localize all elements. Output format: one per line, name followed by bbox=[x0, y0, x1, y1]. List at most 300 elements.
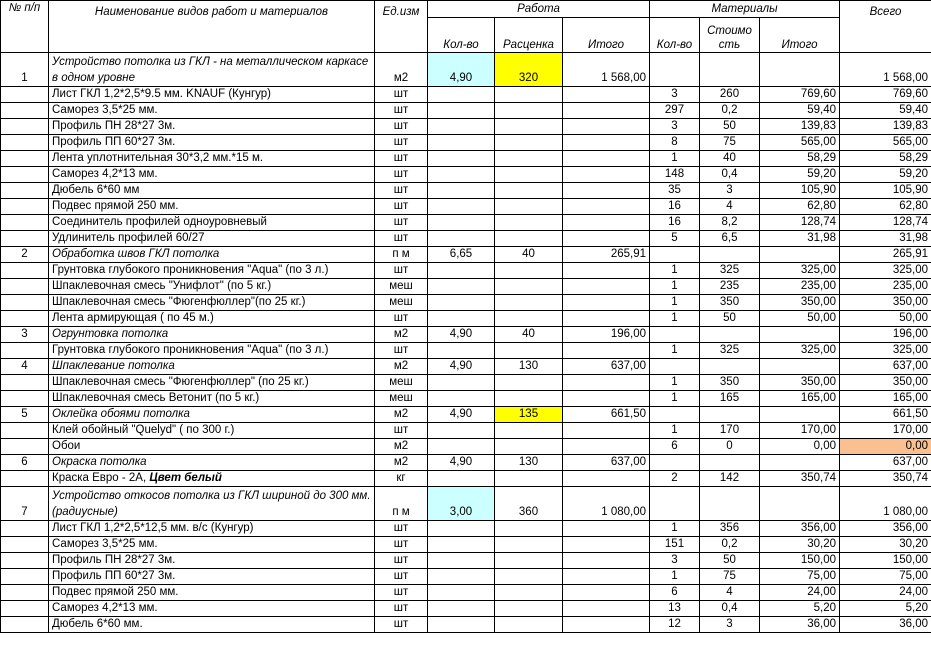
row-work-qty bbox=[428, 423, 495, 439]
row-mat-qty: 3 bbox=[650, 553, 700, 569]
row-work-sum bbox=[563, 215, 650, 231]
row-work-sum bbox=[563, 199, 650, 215]
row-name bbox=[49, 407, 375, 423]
row-total: 196,00 bbox=[840, 327, 931, 343]
row-name bbox=[49, 215, 375, 231]
row-num bbox=[1, 311, 49, 327]
row-unit: шт bbox=[375, 521, 428, 537]
row-mat-sum bbox=[760, 407, 840, 423]
row-total: 637,00 bbox=[840, 359, 931, 375]
material-row bbox=[1, 423, 931, 439]
row-num bbox=[1, 585, 49, 601]
row-work-rate: 40 bbox=[495, 327, 563, 343]
row-name bbox=[49, 119, 375, 135]
row-unit: м2 bbox=[375, 359, 428, 375]
row-name-text: Шпаклевочная смесь Ветонит (по 5 кг.) bbox=[52, 392, 260, 404]
row-work-qty bbox=[428, 521, 495, 537]
row-unit: шт bbox=[375, 231, 428, 247]
row-mat-sum: 235,00 bbox=[760, 279, 840, 295]
row-work-rate bbox=[495, 617, 563, 633]
row-work-sum bbox=[563, 279, 650, 295]
row-work-rate bbox=[495, 87, 563, 103]
row-name-text: Удлинитель профилей 60/27 bbox=[52, 232, 205, 244]
row-unit: шт bbox=[375, 537, 428, 553]
row-unit: шт bbox=[375, 135, 428, 151]
row-total: 139,83 bbox=[840, 119, 931, 135]
row-mat-qty: 3 bbox=[650, 87, 700, 103]
row-name-text: Профиль ПН 28*27 3м. bbox=[52, 120, 176, 132]
row-work-qty bbox=[428, 135, 495, 151]
row-unit: м2 bbox=[375, 327, 428, 343]
row-mat-cost: 350 bbox=[700, 375, 760, 391]
row-mat-sum: 30,20 bbox=[760, 537, 840, 553]
row-name-text: Шпаклевочная смесь "Унифлот" (по 5 кг.) bbox=[52, 280, 272, 292]
row-unit: шт bbox=[375, 215, 428, 231]
row-work-sum: 1 568,00 bbox=[563, 53, 650, 87]
row-work-qty bbox=[428, 617, 495, 633]
row-name bbox=[49, 167, 375, 183]
row-work-rate bbox=[495, 439, 563, 455]
row-work-sum bbox=[563, 537, 650, 553]
row-work-rate bbox=[495, 167, 563, 183]
row-name-text: Обои bbox=[52, 440, 81, 452]
row-work-qty: 3,00 bbox=[428, 487, 495, 521]
row-mat-sum: 350,74 bbox=[760, 471, 840, 487]
row-num: 4 bbox=[1, 359, 49, 375]
row-name-bold: Цвет белый bbox=[149, 472, 222, 484]
work-row bbox=[1, 327, 931, 343]
row-work-qty bbox=[428, 199, 495, 215]
material-row bbox=[1, 103, 931, 119]
row-mat-cost: 325 bbox=[700, 343, 760, 359]
row-unit: шт bbox=[375, 601, 428, 617]
row-work-rate: 320 bbox=[495, 53, 563, 87]
row-work-rate: 135 bbox=[495, 407, 563, 423]
row-unit: шт bbox=[375, 263, 428, 279]
row-unit: м2 bbox=[375, 407, 428, 423]
row-total: 24,00 bbox=[840, 585, 931, 601]
row-num: 1 bbox=[1, 53, 49, 87]
row-mat-sum: 50,00 bbox=[760, 311, 840, 327]
row-work-qty bbox=[428, 151, 495, 167]
row-total: 0,00 bbox=[840, 439, 931, 455]
row-mat-qty: 1 bbox=[650, 263, 700, 279]
row-name-text: Саморез 3,5*25 мм. bbox=[52, 538, 158, 550]
work-row bbox=[1, 455, 931, 471]
row-work-qty bbox=[428, 103, 495, 119]
row-name-text: Саморез 4,2*13 мм. bbox=[52, 168, 158, 180]
row-mat-qty: 35 bbox=[650, 183, 700, 199]
row-name bbox=[49, 601, 375, 617]
row-mat-sum: 139,83 bbox=[760, 119, 840, 135]
row-mat-cost bbox=[700, 247, 760, 263]
row-work-rate: 40 bbox=[495, 247, 563, 263]
row-total: 235,00 bbox=[840, 279, 931, 295]
row-name-text: Шпаклевочная смесь "Фюгенфюллер" (по 25 кг.) bbox=[52, 376, 309, 388]
row-num bbox=[1, 617, 49, 633]
header-work-sum: Итого bbox=[563, 18, 650, 53]
row-work-rate bbox=[495, 183, 563, 199]
row-name bbox=[49, 439, 375, 455]
row-unit: п м bbox=[375, 487, 428, 521]
row-mat-qty: 12 bbox=[650, 617, 700, 633]
row-work-sum bbox=[563, 375, 650, 391]
row-num bbox=[1, 471, 49, 487]
row-mat-qty: 1 bbox=[650, 311, 700, 327]
row-work-rate: 130 bbox=[495, 359, 563, 375]
row-name bbox=[49, 135, 375, 151]
row-mat-sum: 356,00 bbox=[760, 521, 840, 537]
row-work-sum bbox=[563, 343, 650, 359]
row-num bbox=[1, 119, 49, 135]
row-work-qty bbox=[428, 553, 495, 569]
material-row bbox=[1, 601, 931, 617]
row-mat-cost: 3 bbox=[700, 183, 760, 199]
row-name-text: Шпаклевание потолка bbox=[52, 360, 175, 372]
row-total: 75,00 bbox=[840, 569, 931, 585]
row-mat-cost: 170 bbox=[700, 423, 760, 439]
row-name-text: Устройство потолка из ГКЛ - на металлическом каркасе в одном уровне bbox=[52, 56, 369, 84]
row-name bbox=[49, 569, 375, 585]
table-body bbox=[1, 53, 931, 633]
row-name bbox=[49, 183, 375, 199]
row-work-sum: 637,00 bbox=[563, 455, 650, 471]
row-work-sum bbox=[563, 521, 650, 537]
row-unit: кг bbox=[375, 471, 428, 487]
row-unit: шт bbox=[375, 569, 428, 585]
row-mat-sum bbox=[760, 327, 840, 343]
row-num bbox=[1, 569, 49, 585]
material-row bbox=[1, 263, 931, 279]
row-num: 6 bbox=[1, 455, 49, 471]
row-mat-qty: 1 bbox=[650, 343, 700, 359]
row-name-text: Профиль ПН 28*27 3м. bbox=[52, 554, 176, 566]
row-num bbox=[1, 135, 49, 151]
row-total: 150,00 bbox=[840, 553, 931, 569]
row-mat-sum: 150,00 bbox=[760, 553, 840, 569]
row-work-sum: 196,00 bbox=[563, 327, 650, 343]
row-name bbox=[49, 231, 375, 247]
row-name-text: Подвес прямой 250 мм. bbox=[52, 586, 179, 598]
row-work-sum bbox=[563, 553, 650, 569]
row-mat-cost: 50 bbox=[700, 553, 760, 569]
material-row bbox=[1, 167, 931, 183]
row-name bbox=[49, 471, 375, 487]
material-row bbox=[1, 553, 931, 569]
row-name-text: Краска Евро - 2А, bbox=[52, 472, 150, 484]
material-row bbox=[1, 537, 931, 553]
row-mat-cost: 4 bbox=[700, 199, 760, 215]
row-work-rate: 360 bbox=[495, 487, 563, 521]
row-name-text: Окраска потолка bbox=[52, 456, 147, 468]
row-name-text: Оклейка обоями потолка bbox=[52, 408, 190, 420]
row-work-qty bbox=[428, 537, 495, 553]
row-num bbox=[1, 151, 49, 167]
material-row bbox=[1, 375, 931, 391]
row-total: 31,98 bbox=[840, 231, 931, 247]
row-work-qty bbox=[428, 263, 495, 279]
row-mat-qty: 16 bbox=[650, 199, 700, 215]
header-unit: Ед.изм bbox=[375, 1, 428, 53]
row-work-sum bbox=[563, 569, 650, 585]
row-name bbox=[49, 199, 375, 215]
row-total: 128,74 bbox=[840, 215, 931, 231]
row-mat-cost bbox=[700, 327, 760, 343]
row-name bbox=[49, 343, 375, 359]
row-mat-cost: 0,2 bbox=[700, 103, 760, 119]
row-unit: шт bbox=[375, 103, 428, 119]
row-work-sum bbox=[563, 439, 650, 455]
row-work-qty bbox=[428, 279, 495, 295]
row-num bbox=[1, 295, 49, 311]
row-mat-qty: 16 bbox=[650, 215, 700, 231]
row-work-sum bbox=[563, 471, 650, 487]
header-mat-sum: Итого bbox=[760, 18, 840, 53]
header-mat-cost-line1: Стоимо bbox=[707, 25, 752, 37]
work-row bbox=[1, 407, 931, 423]
row-mat-qty: 1 bbox=[650, 375, 700, 391]
row-mat-qty bbox=[650, 487, 700, 521]
header-work: Работа bbox=[428, 1, 650, 18]
row-name bbox=[49, 103, 375, 119]
row-work-qty: 4,90 bbox=[428, 359, 495, 375]
row-mat-cost: 8,2 bbox=[700, 215, 760, 231]
row-mat-cost: 75 bbox=[700, 569, 760, 585]
row-mat-cost: 0,4 bbox=[700, 601, 760, 617]
row-mat-qty: 297 bbox=[650, 103, 700, 119]
row-mat-qty bbox=[650, 53, 700, 87]
row-work-sum bbox=[563, 135, 650, 151]
row-mat-qty: 151 bbox=[650, 537, 700, 553]
row-mat-cost: 235 bbox=[700, 279, 760, 295]
row-total: 105,90 bbox=[840, 183, 931, 199]
header-mat-cost-line2: сть bbox=[718, 39, 741, 51]
row-work-qty bbox=[428, 343, 495, 359]
material-row bbox=[1, 439, 931, 455]
row-unit: м2 bbox=[375, 439, 428, 455]
row-name bbox=[49, 311, 375, 327]
row-work-sum: 661,50 bbox=[563, 407, 650, 423]
row-mat-qty: 1 bbox=[650, 569, 700, 585]
row-unit: шт bbox=[375, 585, 428, 601]
row-unit: меш bbox=[375, 279, 428, 295]
work-row bbox=[1, 53, 931, 87]
row-total: 265,91 bbox=[840, 247, 931, 263]
header-work-rate: Расценка bbox=[495, 18, 563, 53]
row-name-text: Устройство откосов потолка из ГКЛ шириной до 300 мм. (радиусные) bbox=[52, 490, 371, 518]
row-num bbox=[1, 375, 49, 391]
row-work-qty: 4,90 bbox=[428, 407, 495, 423]
row-work-qty bbox=[428, 183, 495, 199]
row-mat-sum: 59,20 bbox=[760, 167, 840, 183]
row-total: 5,20 bbox=[840, 601, 931, 617]
row-mat-cost bbox=[700, 455, 760, 471]
row-mat-sum: 165,00 bbox=[760, 391, 840, 407]
row-total: 350,00 bbox=[840, 295, 931, 311]
work-row bbox=[1, 359, 931, 375]
row-unit: шт bbox=[375, 167, 428, 183]
row-mat-qty bbox=[650, 359, 700, 375]
row-work-qty: 6,65 bbox=[428, 247, 495, 263]
row-mat-cost bbox=[700, 487, 760, 521]
row-name-text: Дюбель 6*60 мм bbox=[52, 184, 140, 196]
row-name bbox=[49, 247, 375, 263]
row-unit: шт bbox=[375, 87, 428, 103]
row-name-text: Лист ГКЛ 1,2*2,5*12,5 мм. в/с (Кунгур) bbox=[52, 522, 254, 534]
row-total: 165,00 bbox=[840, 391, 931, 407]
row-num: 7 bbox=[1, 487, 49, 521]
row-mat-cost: 4 bbox=[700, 585, 760, 601]
row-mat-sum: 325,00 bbox=[760, 263, 840, 279]
row-mat-cost: 325 bbox=[700, 263, 760, 279]
row-name-text: Клей обойный "Quelyd" ( по 300 г.) bbox=[52, 424, 235, 436]
row-mat-cost: 350 bbox=[700, 295, 760, 311]
row-mat-qty: 148 bbox=[650, 167, 700, 183]
work-row bbox=[1, 247, 931, 263]
row-num bbox=[1, 553, 49, 569]
row-work-qty bbox=[428, 585, 495, 601]
row-work-sum bbox=[563, 585, 650, 601]
row-work-rate bbox=[495, 343, 563, 359]
material-row bbox=[1, 391, 931, 407]
row-mat-qty bbox=[650, 327, 700, 343]
row-work-sum bbox=[563, 167, 650, 183]
row-mat-qty: 13 bbox=[650, 601, 700, 617]
row-mat-sum: 565,00 bbox=[760, 135, 840, 151]
row-mat-sum bbox=[760, 53, 840, 87]
row-mat-sum: 128,74 bbox=[760, 215, 840, 231]
row-work-sum bbox=[563, 311, 650, 327]
material-row bbox=[1, 135, 931, 151]
material-row bbox=[1, 343, 931, 359]
row-mat-sum: 350,00 bbox=[760, 295, 840, 311]
row-work-rate bbox=[495, 103, 563, 119]
material-row bbox=[1, 585, 931, 601]
row-total: 350,00 bbox=[840, 375, 931, 391]
row-work-rate bbox=[495, 601, 563, 617]
row-work-qty bbox=[428, 119, 495, 135]
row-total: 1 568,00 bbox=[840, 53, 931, 87]
row-work-sum bbox=[563, 119, 650, 135]
row-num bbox=[1, 279, 49, 295]
row-work-qty bbox=[428, 391, 495, 407]
row-mat-qty: 6 bbox=[650, 439, 700, 455]
row-name-text: Саморез 4,2*13 мм. bbox=[52, 602, 158, 614]
row-work-rate bbox=[495, 569, 563, 585]
row-mat-sum: 170,00 bbox=[760, 423, 840, 439]
material-row bbox=[1, 569, 931, 585]
row-work-qty bbox=[428, 569, 495, 585]
row-name-text: Соединитель профилей одноуровневый bbox=[52, 216, 267, 228]
row-name bbox=[49, 295, 375, 311]
header-total: Всего bbox=[840, 1, 931, 53]
row-mat-qty: 1 bbox=[650, 151, 700, 167]
row-mat-sum: 350,00 bbox=[760, 375, 840, 391]
row-work-rate bbox=[495, 423, 563, 439]
row-mat-sum bbox=[760, 359, 840, 375]
row-mat-cost: 50 bbox=[700, 311, 760, 327]
row-num bbox=[1, 537, 49, 553]
row-work-qty: 4,90 bbox=[428, 53, 495, 87]
row-mat-qty: 1 bbox=[650, 295, 700, 311]
row-num bbox=[1, 231, 49, 247]
row-work-rate bbox=[495, 199, 563, 215]
row-work-sum bbox=[563, 87, 650, 103]
header-work-qty: Кол-во bbox=[428, 18, 495, 53]
row-mat-qty: 3 bbox=[650, 119, 700, 135]
row-num bbox=[1, 521, 49, 537]
row-work-sum bbox=[563, 391, 650, 407]
row-work-rate bbox=[495, 263, 563, 279]
row-total: 325,00 bbox=[840, 343, 931, 359]
row-mat-cost: 142 bbox=[700, 471, 760, 487]
row-work-rate bbox=[495, 375, 563, 391]
material-row bbox=[1, 119, 931, 135]
material-row bbox=[1, 183, 931, 199]
row-work-sum bbox=[563, 151, 650, 167]
row-name-text: Лента уплотнительная 30*3,2 мм.*15 м. bbox=[52, 152, 264, 164]
row-unit: шт bbox=[375, 617, 428, 633]
row-num bbox=[1, 183, 49, 199]
row-name-text: Подвес прямой 250 мм. bbox=[52, 200, 179, 212]
row-mat-sum: 325,00 bbox=[760, 343, 840, 359]
row-name-text: Профиль ПП 60*27 3м. bbox=[52, 136, 176, 148]
row-name bbox=[49, 87, 375, 103]
row-num: 3 bbox=[1, 327, 49, 343]
row-name-text: Профиль ПП 60*27 3м. bbox=[52, 570, 176, 582]
row-name-text: Дюбель 6*60 мм. bbox=[52, 618, 143, 630]
row-work-sum bbox=[563, 295, 650, 311]
header-materials: Материалы bbox=[650, 1, 840, 18]
row-name bbox=[49, 585, 375, 601]
row-work-rate bbox=[495, 537, 563, 553]
row-unit: меш bbox=[375, 391, 428, 407]
row-work-qty bbox=[428, 231, 495, 247]
row-unit: шт bbox=[375, 343, 428, 359]
material-row bbox=[1, 151, 931, 167]
row-name bbox=[49, 521, 375, 537]
row-unit: шт bbox=[375, 199, 428, 215]
row-mat-sum: 5,20 bbox=[760, 601, 840, 617]
row-name-text: Лист ГКЛ 1,2*2,5*9.5 мм. KNAUF (Кунгур) bbox=[52, 88, 271, 100]
row-mat-cost: 0 bbox=[700, 439, 760, 455]
row-name-text: Огрунтовка потолка bbox=[52, 328, 169, 340]
row-work-sum bbox=[563, 183, 650, 199]
row-unit: меш bbox=[375, 375, 428, 391]
row-mat-qty: 1 bbox=[650, 279, 700, 295]
row-work-rate bbox=[495, 295, 563, 311]
row-unit: м2 bbox=[375, 53, 428, 87]
row-mat-qty: 6 bbox=[650, 585, 700, 601]
material-row bbox=[1, 231, 931, 247]
row-mat-cost: 165 bbox=[700, 391, 760, 407]
row-num bbox=[1, 601, 49, 617]
row-mat-sum: 31,98 bbox=[760, 231, 840, 247]
row-num bbox=[1, 423, 49, 439]
row-total: 356,00 bbox=[840, 521, 931, 537]
row-name bbox=[49, 391, 375, 407]
row-work-rate: 130 bbox=[495, 455, 563, 471]
row-work-rate bbox=[495, 391, 563, 407]
row-mat-sum: 62,80 bbox=[760, 199, 840, 215]
row-total: 59,40 bbox=[840, 103, 931, 119]
material-row bbox=[1, 199, 931, 215]
row-num: 2 bbox=[1, 247, 49, 263]
row-total: 325,00 bbox=[840, 263, 931, 279]
row-unit: шт bbox=[375, 151, 428, 167]
row-mat-sum: 105,90 bbox=[760, 183, 840, 199]
row-num bbox=[1, 343, 49, 359]
